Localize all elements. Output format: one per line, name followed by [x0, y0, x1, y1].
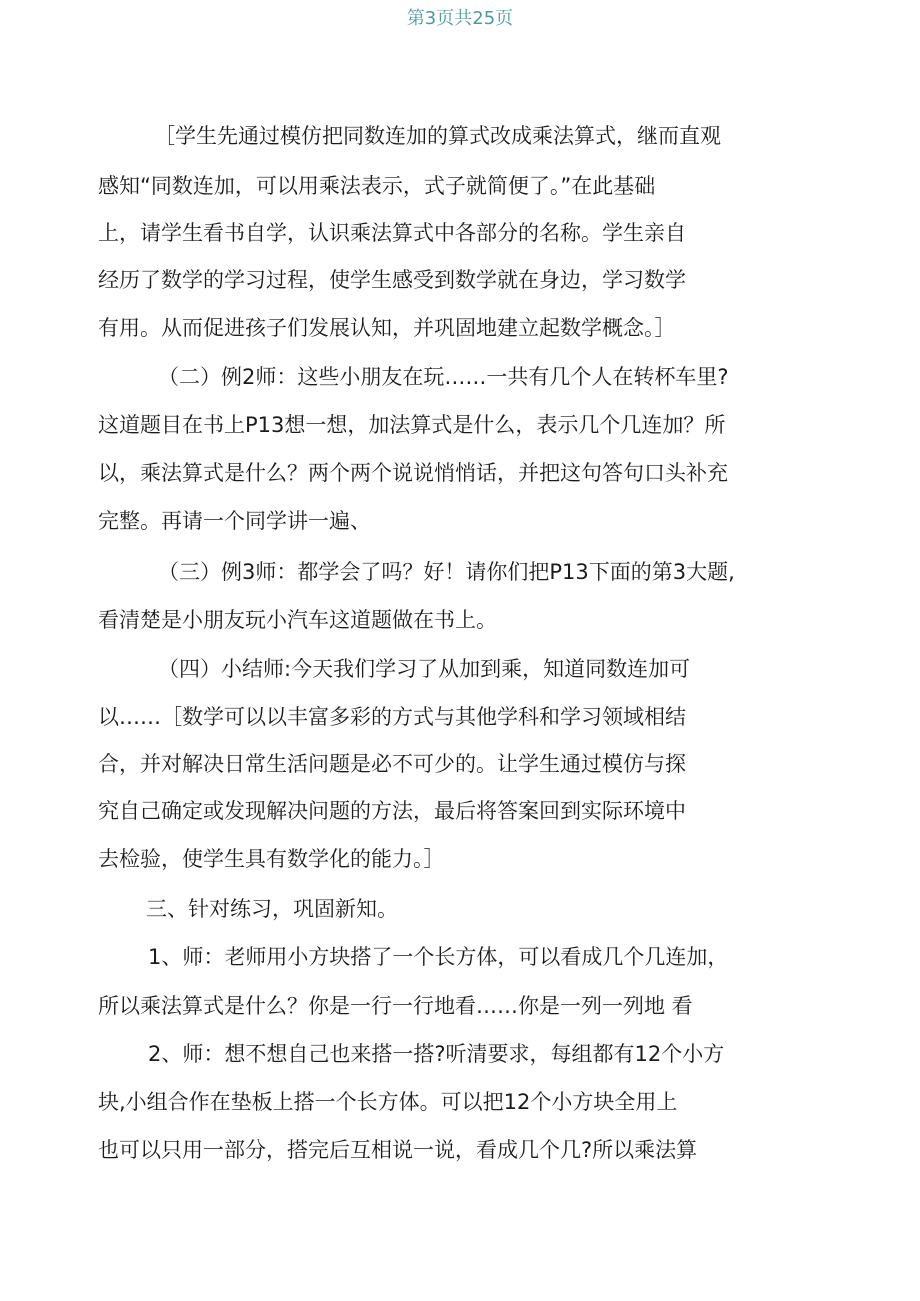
paragraph-1-line-4: 经历了数学的学习过程，使学生感受到数学就在身边，学习数学 — [98, 268, 686, 292]
paragraph-2-line-1: （二）例2师：这些小朋友在玩……一共有几个人在转杯车里? — [158, 365, 729, 389]
paragraph-1-line-2: 感知“同数连加，可以用乘法表示，式子就简便了。”在此基础 — [98, 174, 656, 198]
paragraph-2-line-2: 这道题目在书上P13想一想，加法算式是什么，表示几个几连加？所 — [98, 413, 726, 437]
paragraph-1-line-5: 有用。从而促进孩子们发展认知，并巩固地建立起数学概念。］ — [98, 316, 676, 340]
paragraph-1-line-1: ［学生先通过模仿把同数连加的算式改成乘法算式，继而直观 — [154, 124, 721, 148]
paragraph-7-line-3: 也可以只用一部分，搭完后互相说一说，看成几个几?所以乘法算 — [98, 1138, 698, 1162]
section-heading: 三、针对练习，巩固新知。 — [146, 897, 398, 921]
paragraph-7-line-1: 2、师：想不想自己也来搭一搭?听清要求，每组都有12个小方 — [148, 1042, 725, 1066]
paragraph-4-line-2: 以……［数学可以以丰富多彩的方式与其他学科和学习领域相结 — [98, 705, 686, 729]
paragraph-2-line-3: 以，乘法算式是什么？两个两个说说悄悄话，并把这句答句口头补充 — [98, 461, 728, 485]
paragraph-4-line-3: 合，并对解决日常生活问题是必不可少的。让学生通过模仿与探 — [98, 752, 686, 776]
paragraph-4-line-5: 去检验，使学生具有数学化的能力。］ — [98, 847, 445, 871]
paragraph-6-line-2: 所以乘法算式是什么？你是一行一行地看……你是一列一列地 看 — [98, 994, 693, 1018]
paragraph-3-line-2: 看清楚是小朋友玩小汽车这道题做在书上。 — [98, 608, 497, 632]
paragraph-2-line-4: 完整。再请一个同学讲一遍、 — [98, 509, 371, 533]
paragraph-4-line-4: 究自己确定或发现解决问题的方法，最后将答案回到实际环境中 — [98, 799, 686, 823]
paragraph-3-line-1: （三）例3师：都学会了吗？好！请你们把P13下面的第3大题, — [158, 560, 735, 584]
paragraph-6-line-1: 1、师：老师用小方块搭了一个长方体，可以看成几个几连加， — [148, 945, 729, 969]
paragraph-4-line-1: （四）小结师:今天我们学习了从加到乘，知道同数连加可 — [158, 657, 691, 681]
paragraph-1-line-3: 上，请学生看书自学，认识乘法算式中各部分的名称。学生亲自 — [98, 221, 686, 245]
page-indicator: 第3页共25页 — [406, 8, 514, 29]
paragraph-7-line-2: 块,小组合作在垫板上搭一个长方体。可以把12个小方块全用上 — [98, 1090, 678, 1114]
